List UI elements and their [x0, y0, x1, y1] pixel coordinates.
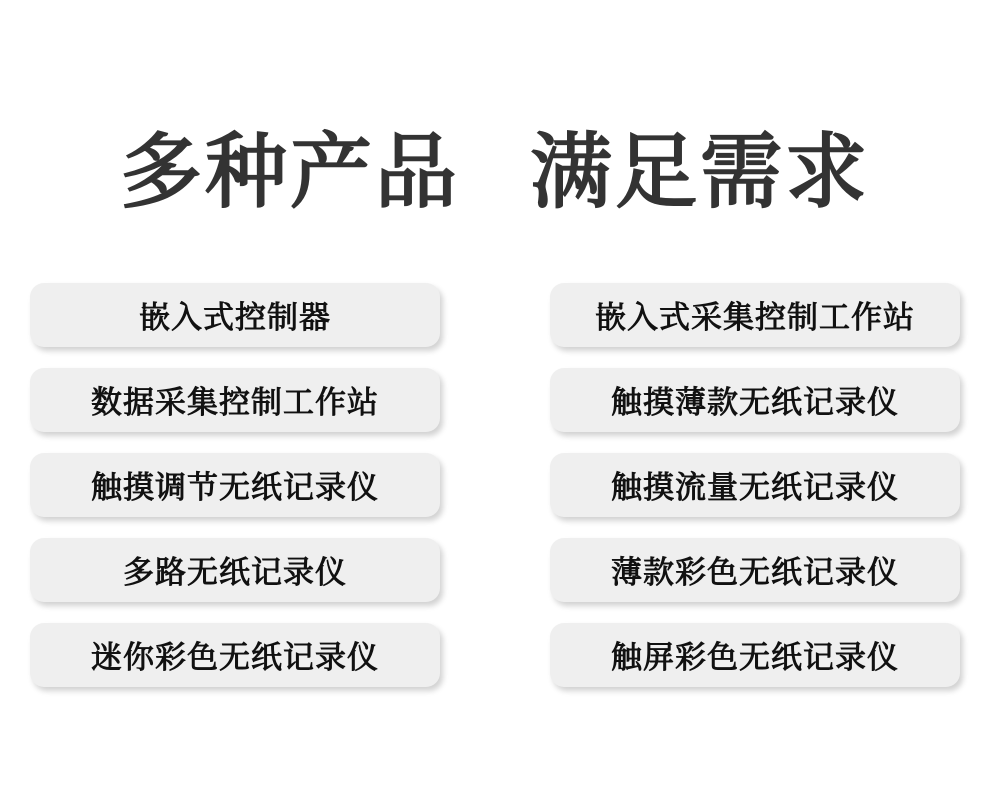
product-button-touch-adjust-paperless-recorder[interactable]: 触摸调节无纸记录仪	[30, 453, 440, 517]
product-button-embedded-controller[interactable]: 嵌入式控制器	[30, 283, 440, 347]
page-title	[0, 0, 990, 225]
product-button-multichannel-paperless-recorder[interactable]: 多路无纸记录仪	[30, 538, 440, 602]
product-button-embedded-acquisition-workstation[interactable]: 嵌入式采集控制工作站	[550, 283, 960, 347]
product-button-data-acquisition-workstation[interactable]: 数据采集控制工作站	[30, 368, 440, 432]
product-button-touch-flow-paperless-recorder[interactable]: 触摸流量无纸记录仪	[550, 453, 960, 517]
product-button-mini-color-paperless-recorder[interactable]: 迷你彩色无纸记录仪	[30, 623, 440, 687]
page-title-part1: 多种产品	[119, 127, 460, 218]
product-column-left	[30, 283, 440, 687]
product-column-right	[550, 283, 960, 687]
product-button-touch-slim-paperless-recorder[interactable]: 触摸薄款无纸记录仪	[550, 368, 960, 432]
product-button-touchscreen-color-paperless-recorder[interactable]: 触屏彩色无纸记录仪	[550, 623, 960, 687]
product-grid	[0, 283, 990, 687]
product-button-slim-color-paperless-recorder[interactable]: 薄款彩色无纸记录仪	[550, 538, 960, 602]
page-title-part2: 满足需求	[530, 127, 871, 218]
